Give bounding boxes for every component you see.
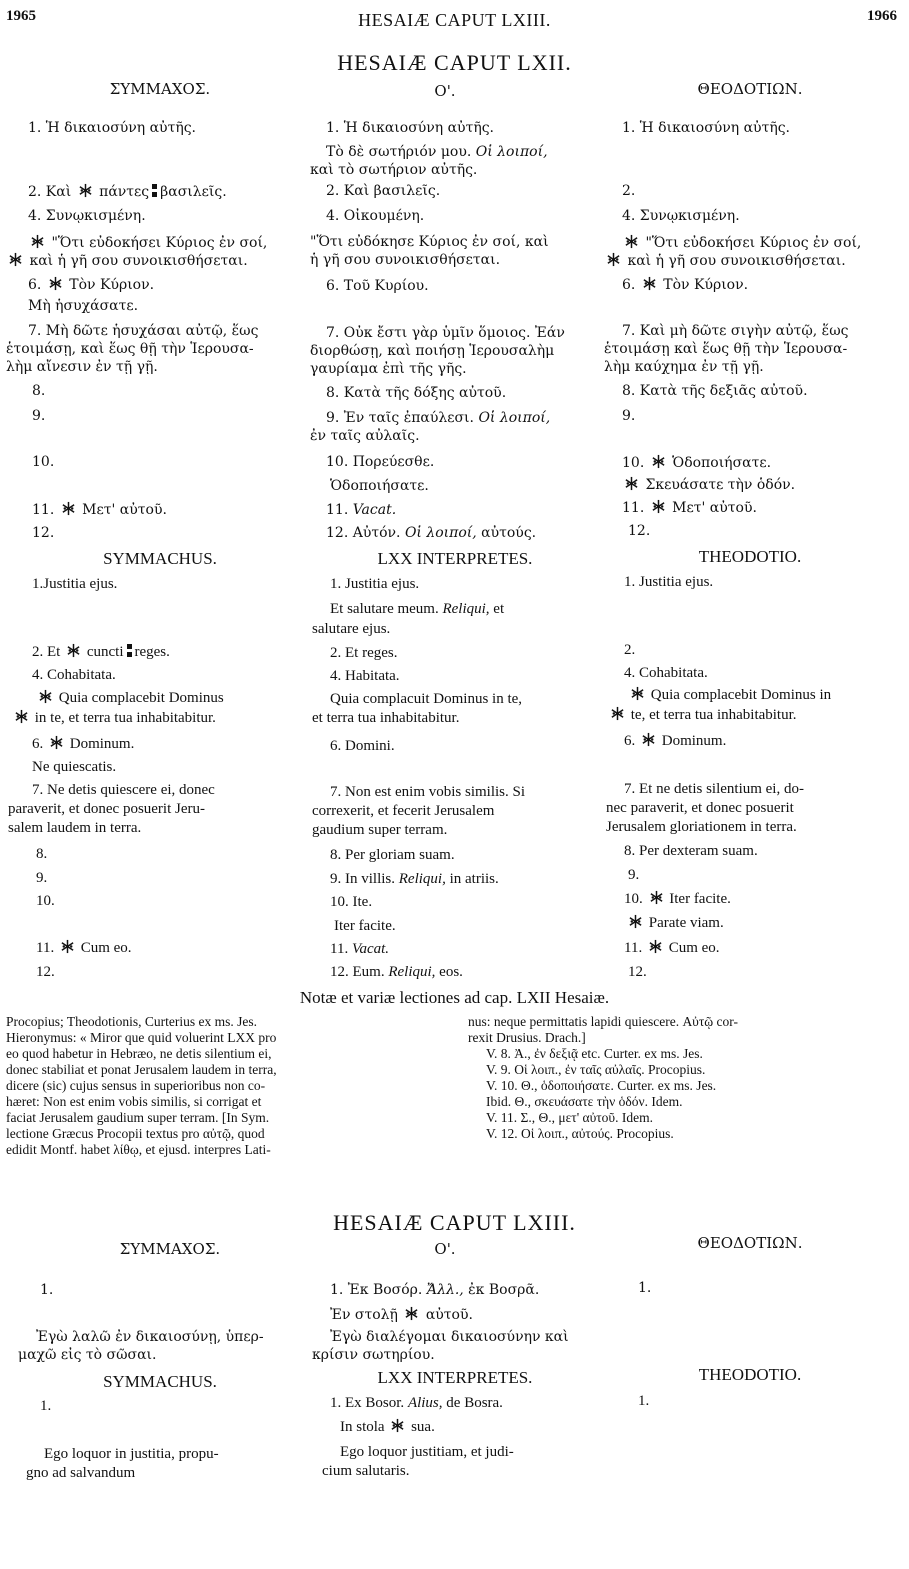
lxx-la-v4: 4. Habitata. (330, 668, 400, 684)
notes-left-line: faciat Jerusalem gaudium super terram. [In Sym. (6, 1110, 270, 1125)
notes-right-line: Ibid. Θ., σκευάσατε τὴν ὁδόν. Idem. (486, 1094, 683, 1109)
lxx-la-v7b: correxerit, et fecerit Jerusalem (312, 803, 495, 819)
sym-gk-v2: 2. Καὶ πάντες βασιλεῖς. (28, 184, 227, 200)
notes-right-line: V. 12. Οἱ λοιπ., αὐτούς. Procopius. (486, 1126, 674, 1141)
asterisk-icon (60, 939, 75, 954)
lxx-la-v12: 12. Eum. Reliqui, eos. (330, 964, 463, 980)
lxx-gk-v10: 10. Πορεύεσθε. (326, 454, 435, 470)
lxx-la-v8: 8. Per gloriam suam. (330, 847, 455, 863)
notes-left-column (6, 1014, 277, 1158)
asterisk-icon (48, 276, 63, 291)
sym-la-v4c: in te, et terra tua inhabitabitur. (12, 709, 216, 727)
col-head-theodotion-latin-2: THEODOTIO. (698, 1365, 802, 1384)
notes-right-line: rexit Drusius. Drach.] (468, 1030, 586, 1045)
notes-left-line: lectione Græcus Procopii textus pro αὐτῷ, quod (6, 1126, 265, 1141)
theo-la-v2: 2. (624, 642, 636, 658)
theo-gk-v12: 12. (628, 523, 651, 539)
asterisk-icon (66, 643, 81, 658)
notes-right-line: V. 10. Θ., ὁδοποιήσατε. Curter. ex ms. Jes. (486, 1078, 717, 1093)
lxx-la-v4c: et terra tua inhabitabitur. (312, 710, 460, 726)
lxx-gk-v9b: ἐν ταῖς αὐλαῖς. (310, 428, 420, 444)
theo-la-v4b: Quia complacebit Dominus in (628, 686, 831, 704)
col-head-theodotion-greek: ΘΕΟΔΟΤΙΩΝ. (697, 80, 803, 98)
lxx-la-v1c: salutare ejus. (312, 621, 391, 637)
lxx-gk-v7a: 7. Οὐκ ἔστι γὰρ ὑμῖν ὅμοιος. Ἐάν (326, 325, 565, 341)
lxx-gk-v4c: ἡ γῆ σου συνοικισθήσεται. (310, 252, 501, 268)
theo-gk-v9: 9. (622, 408, 636, 424)
sym-gk-v7c: λὴμ αἴνεσιν ἐν τῇ γῇ. (6, 359, 158, 375)
theo-gk-v4: 4. Συνῳκισμένη. (622, 208, 740, 224)
theo-la-v6: 6. Dominum. (624, 733, 727, 749)
col-head-lxx-greek: Ο'. (434, 82, 456, 100)
theo-gk-v10: 10. Ὁδοποιήσατε. (622, 455, 772, 471)
theo-gk-v4b: "Ὅτι εὐδοκήσει Κύριος ἐν σοί, (622, 234, 861, 252)
theo-la-v7b: nec paraverit, et donec posuerit (606, 800, 794, 816)
sym-la-v6: 6. Dominum. (32, 736, 135, 752)
lxx-gk2-v1: 1. Ἐκ Βοσόρ. Ἄλλ., ἐκ Βοσρᾶ. (330, 1282, 540, 1298)
lxx-gk2-v1d: κρίσιν σωτηρίου. (312, 1347, 435, 1363)
theo-la-v11: 11. Cum eo. (624, 940, 720, 956)
theo-la-v10b: Parate viam. (626, 914, 724, 932)
asterisk-icon (390, 1418, 405, 1433)
theo-gk-v7a: 7. Καὶ μὴ δῶτε σιγὴν αὐτῷ, ἕως (622, 323, 849, 339)
lxx-la-v11: 11. Vacat. (330, 941, 390, 957)
notes-left-line: donec stabiliat et ponat Jerusalem laudem in terra, (6, 1062, 277, 1077)
theo-gk-v7b: ἑτοιμάσῃ καὶ ἕως θῇ τὴν Ἱερουσα- (604, 341, 848, 357)
lxx-gk-v4: 4. Οἰκουμένη. (326, 208, 425, 224)
notes-left-line: Procopius; Theodotionis, Curterius ex ms. Jes. (6, 1014, 257, 1029)
col-head-symmachus-greek: ΣΥΜΜΑΧΟΣ. (109, 80, 211, 98)
asterisk-icon (628, 914, 643, 929)
col-head-symmachus-latin: SYMMACHUS. (103, 549, 217, 568)
col-head-theodotion-latin: THEODOTIO. (698, 547, 802, 566)
notes-left-line: Hieronymus: « Miror que quid voluerint LXX pro (6, 1030, 277, 1045)
sym-la-v7c: salem laudem in terra. (8, 820, 142, 836)
lxx-gk-v2: 2. Καὶ βασιλεῖς. (326, 183, 441, 199)
lxx-gk2-v1c: Ἐγὼ διαλέγομαι δικαιοσύνην καὶ (330, 1329, 569, 1345)
sym-la-v11: 11. Cum eo. (36, 940, 132, 956)
sym-la-v8: 8. (36, 846, 48, 862)
theo-gk-v4c: καὶ ἡ γῆ σου συνοικισθήσεται. (604, 252, 846, 270)
lxx-la-v10b: Iter facite. (334, 918, 396, 934)
theo-la-v7c: Jerusalem gloriationem in terra. (606, 819, 797, 835)
theo-la-v7a: 7. Et ne detis silentium ei, do- (624, 781, 804, 797)
lxx-la-v9: 9. In villis. Reliqui, in atriis. (330, 871, 499, 887)
asterisk-icon (641, 732, 656, 747)
lxx-gk-v10b: Ὁδοποιήσατε. (330, 478, 429, 494)
theo-la-v10: 10. Iter facite. (624, 891, 731, 907)
theo-gk-v6: 6. Τὸν Κύριον. (622, 277, 749, 293)
theo-la-v9: 9. (628, 867, 640, 883)
notes-left-line: dicere (sic) cujus sensus in superioribus non co- (6, 1078, 266, 1093)
sym-la-v1: 1.Justitia ejus. (32, 576, 118, 592)
asterisk-icon (642, 276, 657, 291)
sym-gk-v4b: "Ὅτι εὐδοκήσει Κύριος ἐν σοί, (28, 234, 267, 252)
sym-la2-v1c: gno ad salvandum (26, 1465, 136, 1481)
asterisk-icon (624, 234, 639, 249)
lxx-gk-v1b: Τὸ δὲ σωτήριόν μου. Οἱ λοιποί, (326, 144, 548, 160)
notes-title: Notæ et variæ lectiones ad cap. LXII Hesaiæ. (299, 988, 610, 1007)
notes-left-line: hæret: Non est enim vobis similis, si corrigat et (6, 1094, 262, 1109)
sym-la-v7a: 7. Ne detis quiescere ei, donec (32, 782, 215, 798)
lxx-gk-v11: 11. Vacat. (326, 502, 397, 518)
sym-la-v12: 12. (36, 964, 55, 980)
sym-la-v4: 4. Cohabitata. (32, 667, 116, 683)
theo-gk-v2: 2. (622, 183, 636, 199)
sym-la-v7b: paraverit, et donec posuerit Jeru- (8, 801, 205, 817)
lxx-gk-v6: 6. Τοῦ Κυρίου. (326, 278, 429, 294)
sym-gk-v1: 1. Ἡ δικαιοσύνη αὐτῆς. (28, 120, 196, 136)
lxx-la2-v1d: cium salutaris. (322, 1463, 410, 1479)
lxx-la-v1: 1. Justitia ejus. (330, 576, 420, 592)
asterisk-icon (30, 234, 45, 249)
asterisk-icon (78, 183, 93, 198)
asterisk-icon (651, 499, 666, 514)
lxx-la2-v1c: Ego loquor justitiam, et judi- (340, 1444, 514, 1460)
lxx-la-v1b: Et salutare meum. Reliqui, et (330, 601, 505, 617)
lxx-la-v10: 10. Ite. (330, 894, 373, 910)
theo-la-v12: 12. (628, 964, 647, 980)
asterisk-icon (651, 454, 666, 469)
theo-la-v4: 4. Cohabitata. (624, 665, 708, 681)
lxx-gk-v9: 9. Ἐν ταῖς ἐπαύλεσι. Οἱ λοιποί, (326, 410, 551, 426)
sym-gk-v9: 9. (32, 408, 46, 424)
col-head-theodotion-greek-2: ΘΕΟΔΟΤΙΩΝ. (697, 1234, 803, 1252)
theo-la-v4c: te, et terra tua inhabitabitur. (608, 706, 797, 724)
chapter-title-lxii: HESAIÆ CAPUT LXII. (337, 50, 572, 75)
asterisk-icon (404, 1306, 419, 1321)
lxx-la2-v1: 1. Ex Bosor. Alius, de Bosra. (330, 1395, 503, 1411)
sym-la-v6b: Ne quiescatis. (32, 759, 117, 775)
theo-la-v1: 1. Justitia ejus. (624, 574, 714, 590)
notes-left-line: edidit Montf. habet λίθῳ, et ejusd. interpres Lati- (6, 1142, 271, 1157)
lxx-gk-v7b: διορθώσῃ, καὶ ποιήσῃ Ἱερουσαλὴμ (310, 343, 555, 359)
asterisk-icon (8, 252, 23, 267)
running-head: HESAIÆ CAPUT LXIII. (358, 10, 551, 30)
lxx-la-v4b: Quia complacuit Dominus in te, (330, 691, 523, 707)
asterisk-icon (648, 939, 663, 954)
asterisk-icon (606, 252, 621, 267)
lxx-gk-v4b: "Ὅτι εὐδόκησε Κύριος ἐν σοί, καὶ (310, 234, 549, 250)
col-head-lxx-latin: LXX INTERPRETES. (377, 549, 533, 568)
asterisk-icon (49, 735, 64, 750)
col-head-lxx-latin-2: LXX INTERPRETES. (377, 1368, 533, 1387)
sym-gk-v12: 12. (32, 525, 55, 541)
lxx-la-v2: 2. Et reges. (330, 645, 398, 661)
sym-gk2-v1b: Ἐγὼ λαλῶ ἐν δικαιοσύνῃ, ὑπερ- (36, 1329, 264, 1345)
col-head-lxx-greek-2: Ο'. (434, 1240, 456, 1258)
left-page-number: 1965 (6, 8, 36, 24)
chapter-title-lxiii: HESAIÆ CAPUT LXIII. (333, 1210, 576, 1235)
theo-gk2-v1: 1. (638, 1280, 652, 1296)
theo-gk-v7c: λὴμ καύχημα ἐν τῇ γῇ. (604, 359, 764, 375)
lxx-gk-v1c: καὶ τὸ σωτήριον αὐτῆς. (310, 162, 478, 178)
lxx-gk-v7c: γαυρίαμα ἐπὶ τῆς γῆς. (310, 361, 467, 377)
right-page-number: 1966 (867, 8, 897, 24)
asterisk-icon (610, 706, 625, 721)
theo-gk-v8: 8. Κατὰ τῆς δεξιᾶς αὐτοῦ. (622, 383, 808, 399)
sym-gk2-v1c: μαχῶ εἰς τὸ σῶσαι. (18, 1347, 157, 1363)
lxx-la-v7c: gaudium super terram. (312, 822, 448, 838)
sym-la-v2: 2. Et cuncti reges. (32, 644, 170, 660)
theo-la2-v1: 1. (638, 1393, 650, 1409)
theo-gk-v1: 1. Ἡ δικαιοσύνη αὐτῆς. (622, 120, 790, 136)
lxx-gk-v8: 8. Κατὰ τῆς δόξης αὐτοῦ. (326, 385, 507, 401)
notes-right-line: nus: neque permittatis lapidi quiescere. Αὐτῷ cor- (468, 1014, 739, 1029)
lxx-gk-v12: 12. Αὐτόν. Οἱ λοιποί, αὐτούς. (326, 525, 537, 541)
sym-la2-v1b: Ego loquor in justitia, propu- (44, 1446, 219, 1462)
notes-left-line: eo quod habetur in Hebræo, ne detis silentium ei, (6, 1046, 272, 1061)
lxx-gk-v1: 1. Ἡ δικαιοσύνη αὐτῆς. (326, 120, 494, 136)
col-head-symmachus-greek-2: ΣΥΜΜΑΧΟΣ. (119, 1240, 221, 1258)
theo-gk-v11: 11. Μετ' αὐτοῦ. (622, 500, 757, 516)
asterisk-icon (61, 501, 76, 516)
sym-gk-v6: 6. Τὸν Κύριον. (28, 277, 155, 293)
lxx-la-v7a: 7. Non est enim vobis similis. Si (330, 784, 526, 800)
asterisk-icon (624, 476, 639, 491)
lxx-la2-v1b: In stola sua. (340, 1419, 435, 1435)
theo-gk-v10b: Σκευάσατε τὴν ὁδόν. (622, 476, 795, 494)
sym-gk2-v1: 1. (40, 1282, 54, 1298)
metobelus-icon (152, 183, 157, 198)
asterisk-icon (649, 890, 664, 905)
asterisk-icon (38, 689, 53, 704)
lxx-gk2-v1b: Ἐν στολῇ αὐτοῦ. (330, 1307, 473, 1323)
notes-right-line: V. 8. Ἀ., ἐν δεξιᾷ etc. Curter. ex ms. Jes. (486, 1046, 703, 1061)
asterisk-icon (630, 686, 645, 701)
asterisk-icon (14, 709, 29, 724)
lxx-la-v6: 6. Domini. (330, 738, 395, 754)
notes-right-line: V. 9. Οἱ λοιπ., ἐν ταῖς αὐλαῖς. Procopius. (486, 1062, 706, 1077)
sym-gk-v6b: Μὴ ἡσυχάσατε. (28, 298, 139, 314)
sym-la-v9: 9. (36, 870, 48, 886)
theo-la-v8: 8. Per dexteram suam. (624, 843, 758, 859)
sym-la-v4b: Quia complacebit Dominus (36, 689, 224, 707)
sym-la2-v1: 1. (40, 1398, 52, 1414)
sym-gk-v8: 8. (32, 383, 46, 399)
sym-gk-v4: 4. Συνῳκισμένη. (28, 208, 146, 224)
sym-gk-v11: 11. Μετ' αὐτοῦ. (32, 502, 167, 518)
sym-gk-v7a: 7. Μὴ δῶτε ἡσυχάσαι αὐτῷ, ἕως (28, 323, 259, 339)
notes-right-line: V. 11. Σ., Θ., μετ' αὐτοῦ. Idem. (486, 1110, 653, 1125)
sym-gk-v4c: καὶ ἡ γῆ σου συνοικισθήσεται. (6, 252, 248, 270)
sym-gk-v7b: ἑτοιμάσῃ, καὶ ἕως θῇ τὴν Ἱερουσα- (6, 341, 254, 357)
col-head-symmachus-latin-2: SYMMACHUS. (103, 1372, 217, 1391)
sym-la-v10: 10. (36, 893, 55, 909)
metobelus-icon (127, 643, 132, 658)
sym-gk-v10: 10. (32, 454, 55, 470)
notes-right-column (468, 1014, 738, 1142)
